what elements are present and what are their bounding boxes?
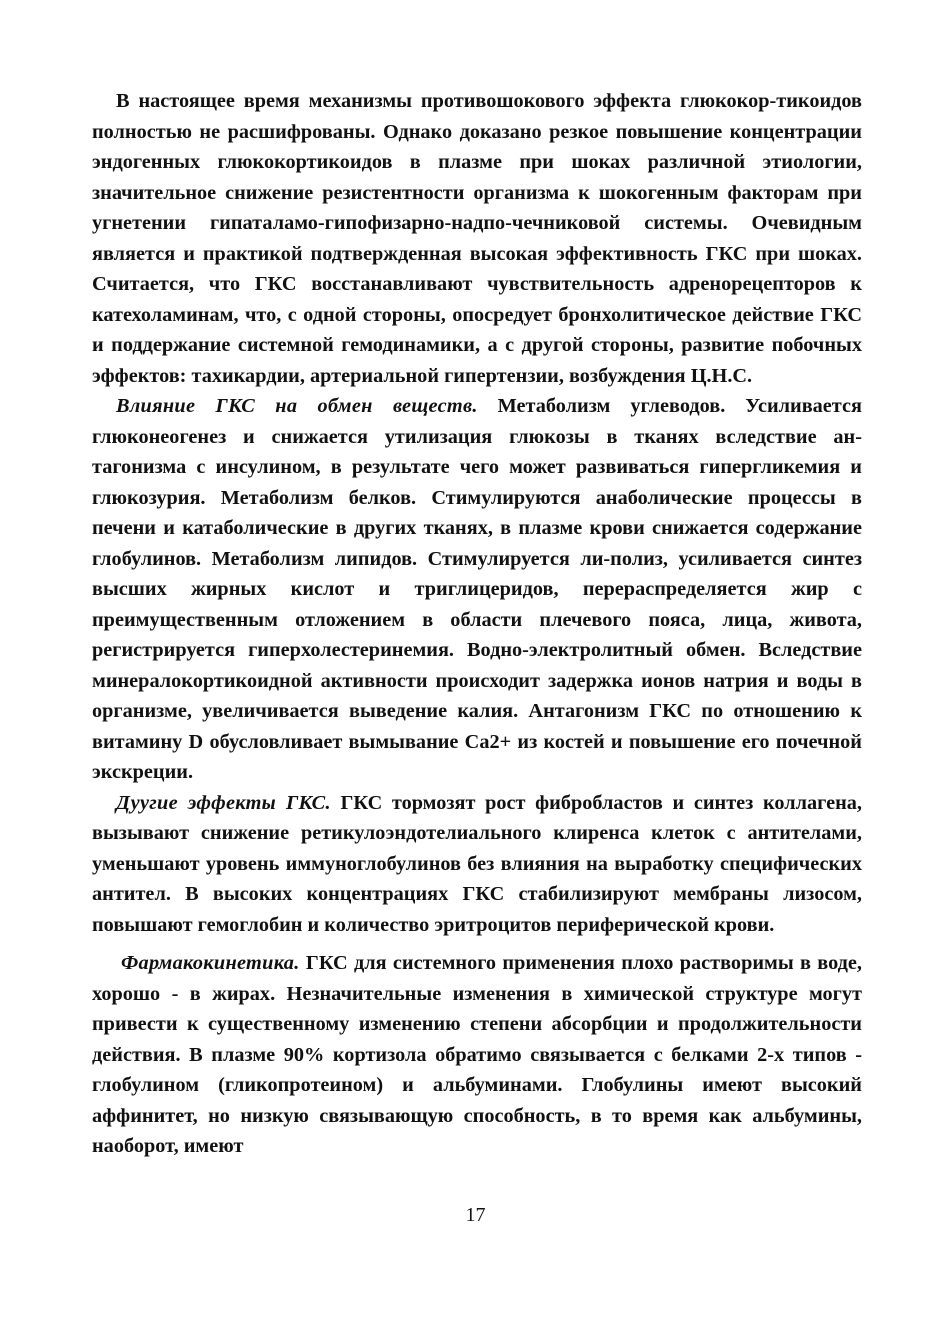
paragraph-metabolism bbox=[92, 391, 862, 788]
paragraph-lead-metabolism: Влияние ГКС на обмен веществ. bbox=[116, 395, 478, 417]
paragraph-pharmacokinetics bbox=[92, 948, 862, 1162]
paragraph-body-metabolism: Метаболизм углеводов. Усиливается глюконеогенез и снижается утилизация глюкозы в тканях вследствие ан-тагонизма с инсулином, в результате чего может развиваться гипергликемия и глюкозурия. Метаболизм белков. Стимулируются анаболические процессы в печени и катаболические в других тканях, в плазме крови снижается содержание глобулинов. Метаболизм липидов. Стимулируется ли-полиз, усиливается синтез высших жирных кислот и триглицеридов, перераспределяется жир с преимущественным отложением в области плечевого пояса, лица, живота, регистрируется гиперхолестеринемия. Водно-электролитный обмен. Вследствие минералокортикоидной активности происходит задержка ионов натрия и воды в организме, увеличивается выведение калия. Антагонизм ГКС по отношению к витамину D обусловливает вымывание Са2+ из костей и повышение его почечной экскреции. bbox=[92, 395, 862, 783]
paragraph-other-effects bbox=[92, 788, 862, 941]
paragraph-body-pharmacokinetics: ГКС для системного применения плохо растворимы в воде, хорошо - в жирах. Незначительные изменения в химической структуре могут привести к существенному изменению степени абсорбции и продолжительности действия. В плазме 90% кортизола обратимо связывается с белками 2-х типов - глобулином (гликопротеином) и альбуминами. Глобулины имеют высокий аффинитет, но низкую связывающую способность, в то время как альбумины, наоборот, имеют bbox=[92, 952, 862, 1157]
paragraph-lead-other-effects: Дуугие эффекты ГКС. bbox=[116, 791, 331, 814]
paragraph-body-other-effects: ГКС тормозят рост фибробластов и синтез коллагена, вызывают снижение ретикулоэндотелиального клиренса клеток с антителами, уменьшают уровень иммуноглобулинов без влияния на выработку специфических антител. В высоких концентрациях ГКС стабилизируют мембраны лизосом, повышают гемоглобин и количество эритроцитов периферической крови. bbox=[92, 791, 862, 936]
paragraph-lead-pharmacokinetics: Фармакокинетика. bbox=[121, 952, 300, 974]
page-body bbox=[92, 86, 862, 1162]
paragraph-antishock: В настоящее время механизмы противошокового эффекта глюкокор-тикоидов полностью не расшифрованы. Однако доказано резкое повышение концентрации эндогенных глюкокортикоидов в плазме при шоках различной этиологии, значительное снижение резистентности организма к шокогенным факторам при угнетении гипаталамо-гипофизарно-надпо-чечниковой системы. Очевидным является и практикой подтвержденная высокая эффективность ГКС при шоках. Считается, что ГКС восстанавливают чувствительность адренорецепторов к катехоламинам, что, с одной стороны, опосредует бронхолитическое действие ГКС и поддержание системной гемодинамики, а с другой стороны, развитие побочных эффектов: тахикардии, артериальной гипертензии, возбуждения Ц.Н.С. bbox=[92, 90, 862, 387]
page-number: 17 bbox=[465, 1204, 486, 1226]
